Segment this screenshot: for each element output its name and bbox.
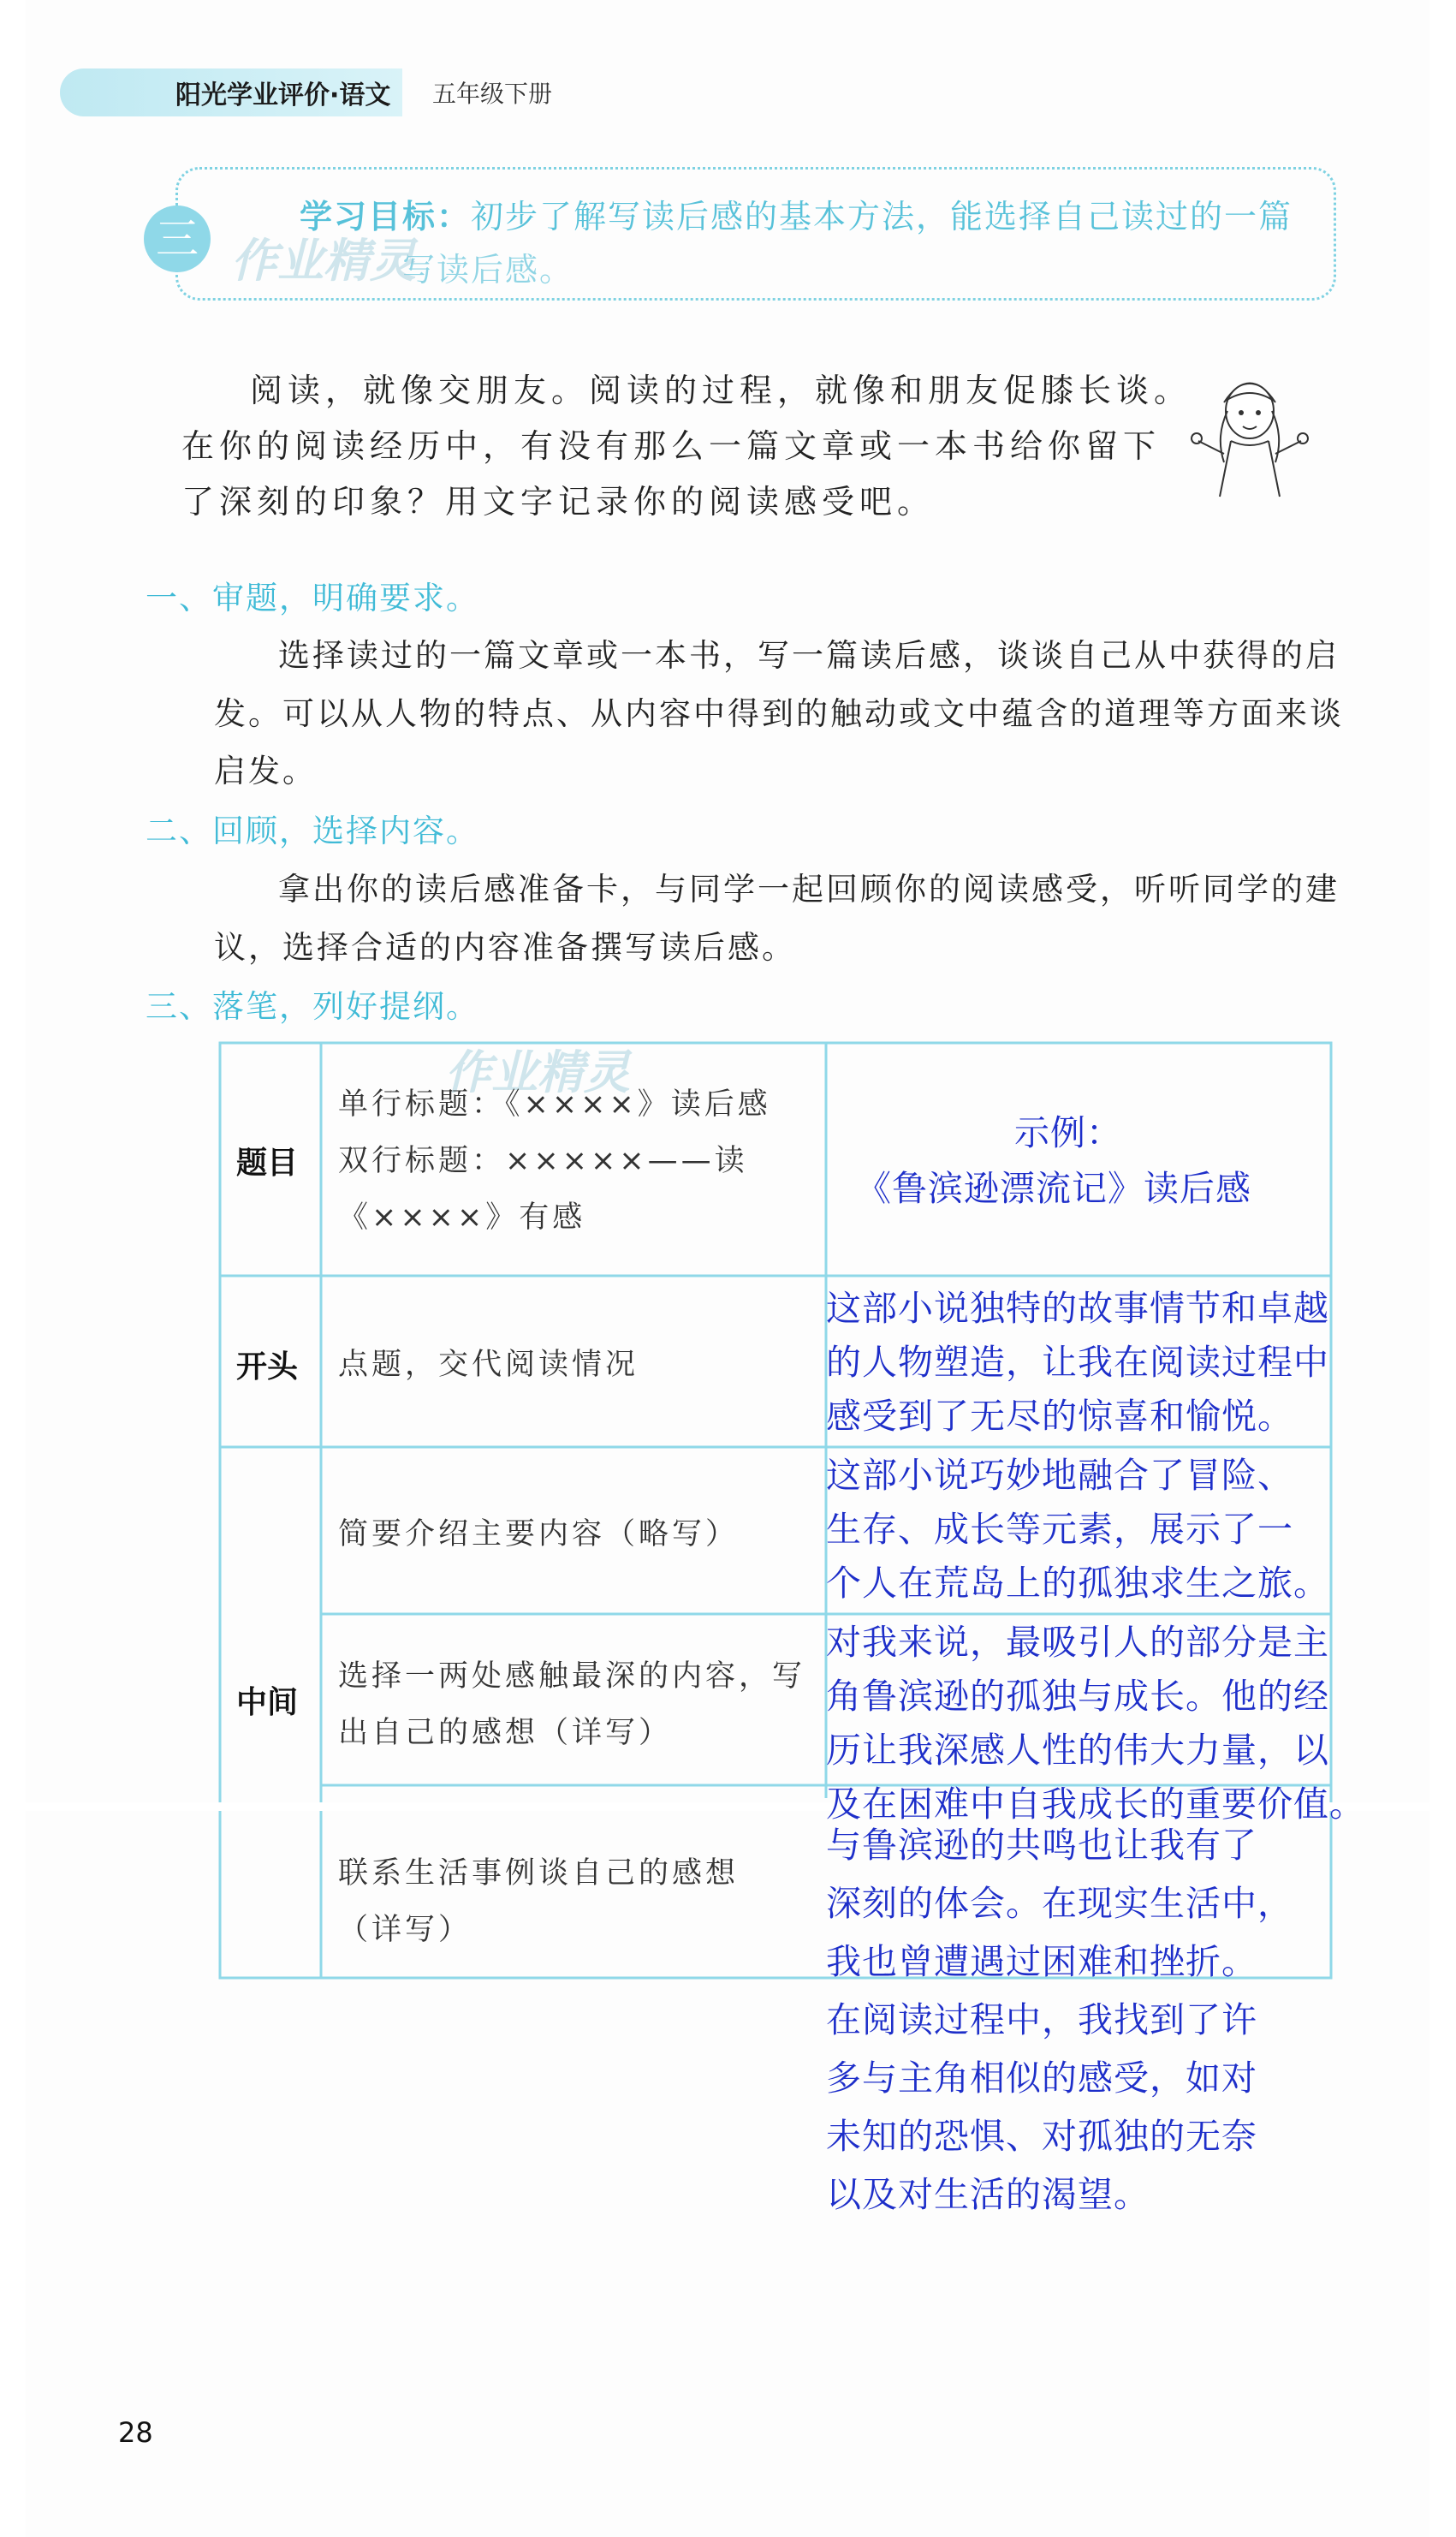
row-label-middle: 中间 xyxy=(236,1685,299,1720)
row-guide-line: 简要介绍主要内容（略写） xyxy=(338,1517,740,1551)
answer-line: 未知的恐惧、对孤独的无奈 xyxy=(826,2116,1257,2157)
row-guide-line: 单行标题：《××××》读后感 xyxy=(338,1087,771,1122)
answer-line: 生存、成长等元素，展示了一 xyxy=(826,1509,1293,1550)
answer-line: 示例： xyxy=(1014,1112,1122,1153)
section-heading-2: 二、回顾，选择内容。 xyxy=(146,813,479,849)
answer-line: 《鲁滨逊漂流记》读后感 xyxy=(856,1168,1251,1209)
intro-line: 了深刻的印象？用文字记录你的阅读感受吧。 xyxy=(181,483,936,521)
row-guide-line: 选择一两处感触最深的内容，写 xyxy=(338,1659,806,1694)
answer-line: 及在困难中自我成长的重要价值。 xyxy=(826,1784,1365,1825)
answer-line: 个人在荒岛上的孤独求生之旅。 xyxy=(826,1563,1329,1604)
learning-goal-line2: 写读后感。 xyxy=(402,251,574,289)
answer-line: 对我来说，最吸引人的部分是主 xyxy=(826,1622,1329,1663)
answer-line: 多与主角相似的感受，如对 xyxy=(826,2058,1257,2099)
row-guide-line: 出自己的感想（详写） xyxy=(338,1716,673,1750)
row-label-opening: 开头 xyxy=(236,1349,299,1385)
section-1-line: 启发。 xyxy=(214,753,317,789)
page-number: 28 xyxy=(118,2416,153,2449)
section-1-line: 选择读过的一篇文章或一本书，写一篇读后感，谈谈自己从中获得的启 xyxy=(278,637,1340,674)
row-guide-line: 《××××》有感 xyxy=(338,1200,586,1235)
answer-line: 在阅读过程中，我找到了许 xyxy=(826,1999,1257,2040)
answer-line: 以及对生活的渴望。 xyxy=(826,2174,1150,2215)
answer-line: 的人物塑造，让我在阅读过程中 xyxy=(826,1342,1329,1383)
answer-line: 与鲁滨逊的共鸣也让我有了 xyxy=(826,1825,1257,1866)
watermark: 作业精灵 xyxy=(445,1045,630,1099)
answer-line: 深刻的体会。在现实生活中， xyxy=(826,1883,1293,1924)
section-1-line: 发。可以从人物的特点、从内容中得到的触动或文中蕴含的道理等方面来谈 xyxy=(214,695,1344,732)
learning-goal-text: 初步了解写读后感的基本方法，能选择自己读过的一篇 xyxy=(471,198,1293,235)
row-guide-line: 双行标题：×××××——读 xyxy=(338,1144,748,1178)
row-guide-line: （详写） xyxy=(338,1913,472,1947)
section-heading-3: 三、落笔，列好提纲。 xyxy=(146,988,479,1025)
row-label-title: 题目 xyxy=(236,1146,299,1181)
section-badge: 三 xyxy=(144,205,211,272)
answer-line: 感受到了无尽的惊喜和愉悦。 xyxy=(826,1396,1293,1437)
answer-line: 这部小说独特的故事情节和卓越 xyxy=(826,1288,1329,1329)
learning-goal-label: 学习目标： xyxy=(300,198,472,235)
row-guide-line: 联系生活事例谈自己的感想 xyxy=(338,1856,740,1891)
section-heading-1: 一、审题，明确要求。 xyxy=(146,580,479,616)
answer-line: 这部小说巧妙地融合了冒险、 xyxy=(826,1455,1293,1496)
section-2-line: 拿出你的读后感准备卡，与同学一起回顾你的阅读感受，听听同学的建 xyxy=(278,871,1340,908)
answer-line: 我也曾遭遇过困难和挫折。 xyxy=(826,1941,1257,1982)
answer-line: 历让我深感人性的伟大力量，以 xyxy=(826,1730,1329,1771)
watermark: 作业精灵 xyxy=(231,234,416,288)
row-guide-line: 点题，交代阅读情况 xyxy=(338,1348,639,1382)
section-2-line: 议，选择合适的内容准备撰写读后感。 xyxy=(214,929,796,966)
intro-line: 在你的阅读经历中，有没有那么一篇文章或一本书给你留下 xyxy=(181,427,1162,465)
header-title: 阳光学业评价·语文 xyxy=(175,80,391,110)
header-grade: 五年级下册 xyxy=(432,80,553,108)
intro-line: 阅读，就像交朋友。阅读的过程，就像和朋友促膝长谈。 xyxy=(250,372,1192,409)
answer-line: 角鲁滨逊的孤独与成长。他的经 xyxy=(826,1676,1329,1717)
